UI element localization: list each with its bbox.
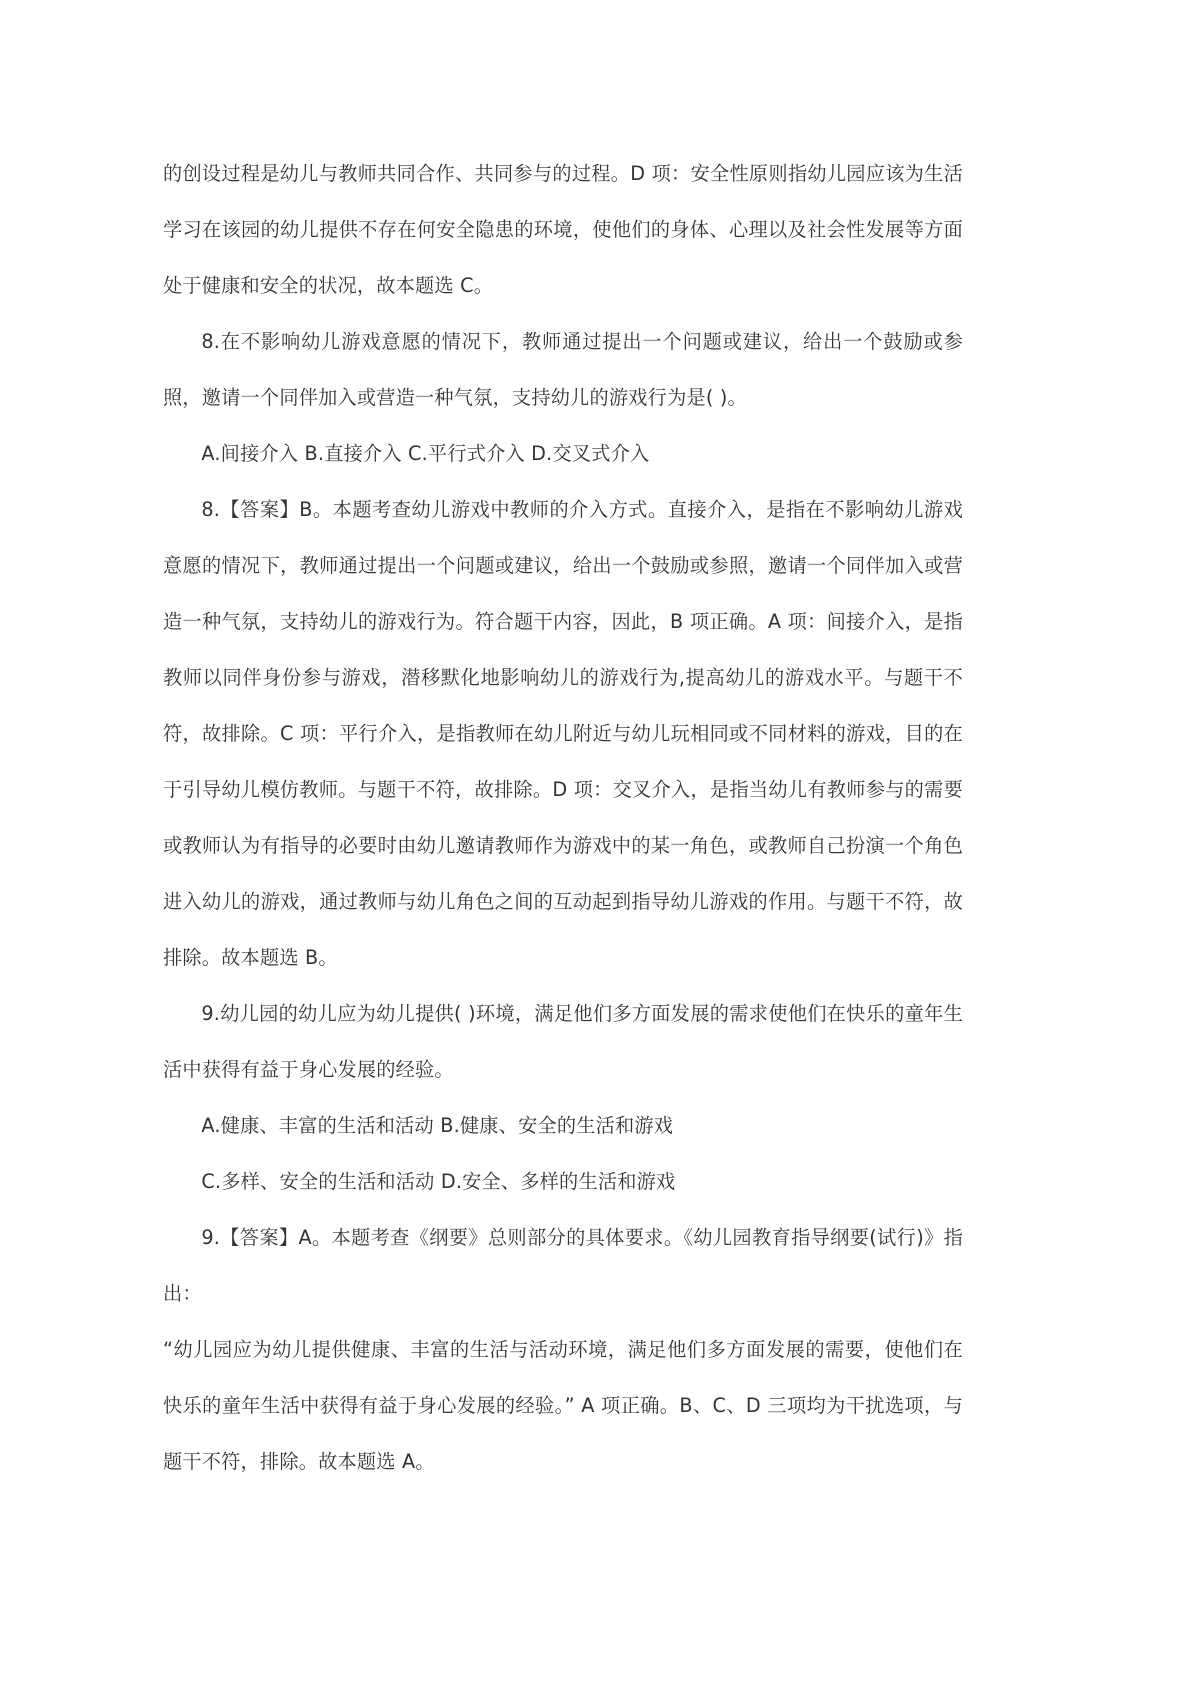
paragraph-q7-explanation-tail: 的创设过程是幼儿与教师共同合作、共同参与的过程。D 项：安全性原则指幼儿园应该为生活学习在该园的幼儿提供不存在何安全隐患的环境，使他们的身体、心理以及社会性发展等方面处于健康和安全的状况，故本题选 C。 (163, 162, 963, 297)
paragraph-q8-options: A.间接介入 B.直接介入 C.平行式介入 D.交叉式介入 (201, 442, 650, 465)
paragraph-q9-options-ab: A.健康、丰富的生活和活动 B.健康、安全的生活和游戏 (201, 1114, 674, 1137)
paragraph-q9-options-cd: C.多样、安全的生活和活动 D.安全、多样的生活和游戏 (201, 1170, 676, 1193)
paragraph-q9-stem: 9.幼儿园的幼儿应为幼儿提供( )环境，满足他们多方面发展的需求使他们在快乐的童年生活中获得有益于身心发展的经验。 (163, 1002, 963, 1081)
paragraph-q9-answer: 9.【答案】A。本题考查《纲要》总则部分的具体要求。《幼儿园教育指导纲要(试行)》指出： (163, 1226, 963, 1305)
paragraph-q8-stem: 8.在不影响幼儿游戏意愿的情况下，教师通过提出一个问题或建议，给出一个鼓励或参照，邀请一个同伴加入或营造一种气氛，支持幼儿的游戏行为是( )。 (163, 330, 963, 409)
page-content (163, 146, 963, 1490)
paragraph-q8-answer: 8.【答案】B。本题考查幼儿游戏中教师的介入方式。直接介入，是指在不影响幼儿游戏意愿的情况下，教师通过提出一个问题或建议，给出一个鼓励或参照，邀请一个同伴加入或营造一种气氛，支持幼儿的游戏行为。符合题干内容，因此，B 项正确。A 项：间接介入，是指教师以同伴身份参与游戏，潜移默化地影响幼儿的游戏行为,提高幼儿的游戏水平。与题干不符，故排除。C 项：平行介入，是指教师在幼儿附近与幼儿玩相同或不同材料的游戏，目的在于引导幼儿模仿教师。与题干不符，故排除。D 项：交叉介入，是指当幼儿有教师参与的需要或教师认为有指导的必要时由幼儿邀请教师作为游戏中的某一角色，或教师自己扮演一个角色进入幼儿的游戏，通过教师与幼儿角色之间的互动起到指导幼儿游戏的作用。与题干不符，故排除。故本题选 B。 (163, 498, 963, 969)
paragraph-q9-answer-quote: “幼儿园应为幼儿提供健康、丰富的生活与活动环境，满足他们多方面发展的需要，使他们在快乐的童年生活中获得有益于身心发展的经验。” A 项正确。B、C、D 三项均为干扰选项，与题干不符，排除。故本题选 A。 (163, 1338, 963, 1473)
